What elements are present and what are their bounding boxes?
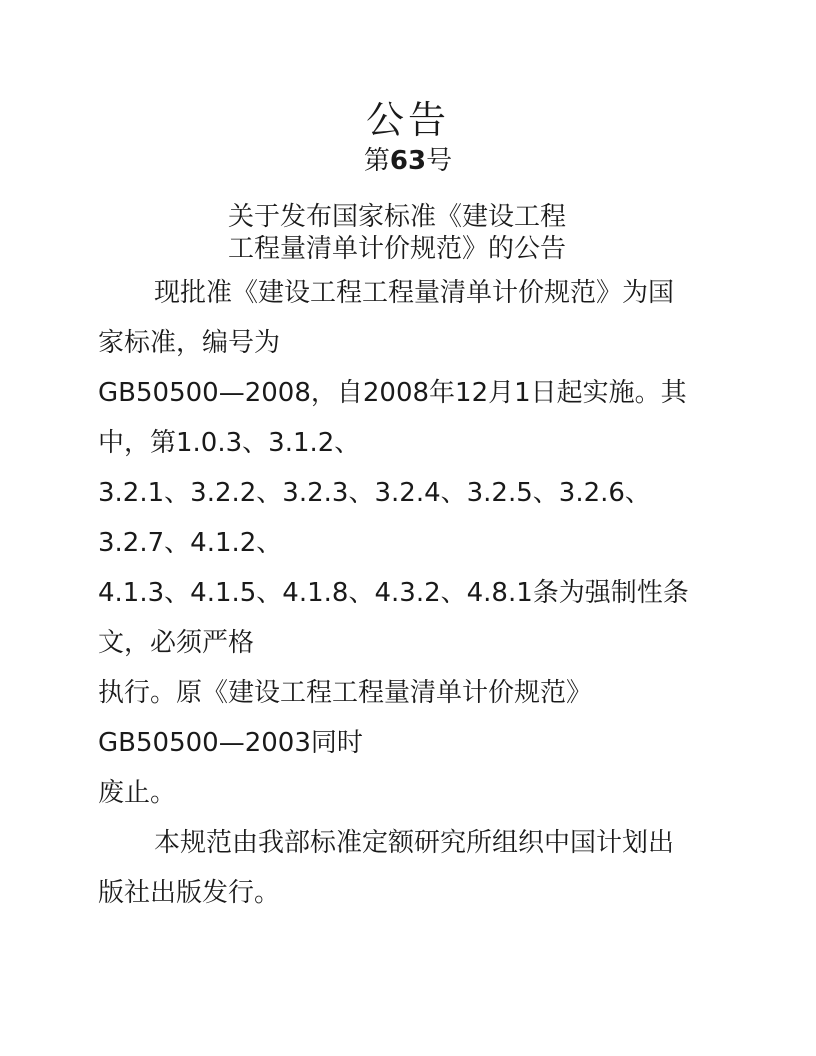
body-line-2: 家标准，编号为 [98,328,281,358]
announcement-title: 公告 [365,98,450,142]
number-prefix: 第 [363,146,390,176]
body-line-3: GB50500—2008，自2008年12月1日起实施。其 [98,378,687,408]
body-line-5: 3.2.1、3.2.2、3.2.3、3.2.4、3.2.5、3.2.6、 [98,478,651,508]
body-line-7: 4.1.3、4.1.5、4.1.8、4.3.2、4.8.1条为强制性条 [98,578,689,608]
body-line-10: GB50500—2003同时 [98,728,363,758]
body-line-1: 现批准《建设工程工程量清单计价规范》为国 [154,278,675,308]
body-line-8: 文，必须严格 [98,628,255,658]
body-line-13: 版社出版发行。 [98,878,281,908]
announcement-number [0,144,816,178]
number-suffix: 号 [426,146,453,176]
body-line-6: 3.2.7、4.1.2、 [98,528,283,558]
body-line-4: 中，第1.0.3、3.1.2、 [98,428,361,458]
body-line-11: 废止。 [98,778,177,808]
body-line-9: 执行。原《建设工程工程量清单计价规范》 [98,678,593,708]
number-value: 63 [389,146,427,176]
heading-line-2: 工程量清单计价规范》的公告 [228,234,567,264]
heading-line-1: 关于发布国家标准《建设工程 [228,202,567,232]
body-line-12: 本规范由我部标准定额研究所组织中国计划出 [154,828,675,858]
